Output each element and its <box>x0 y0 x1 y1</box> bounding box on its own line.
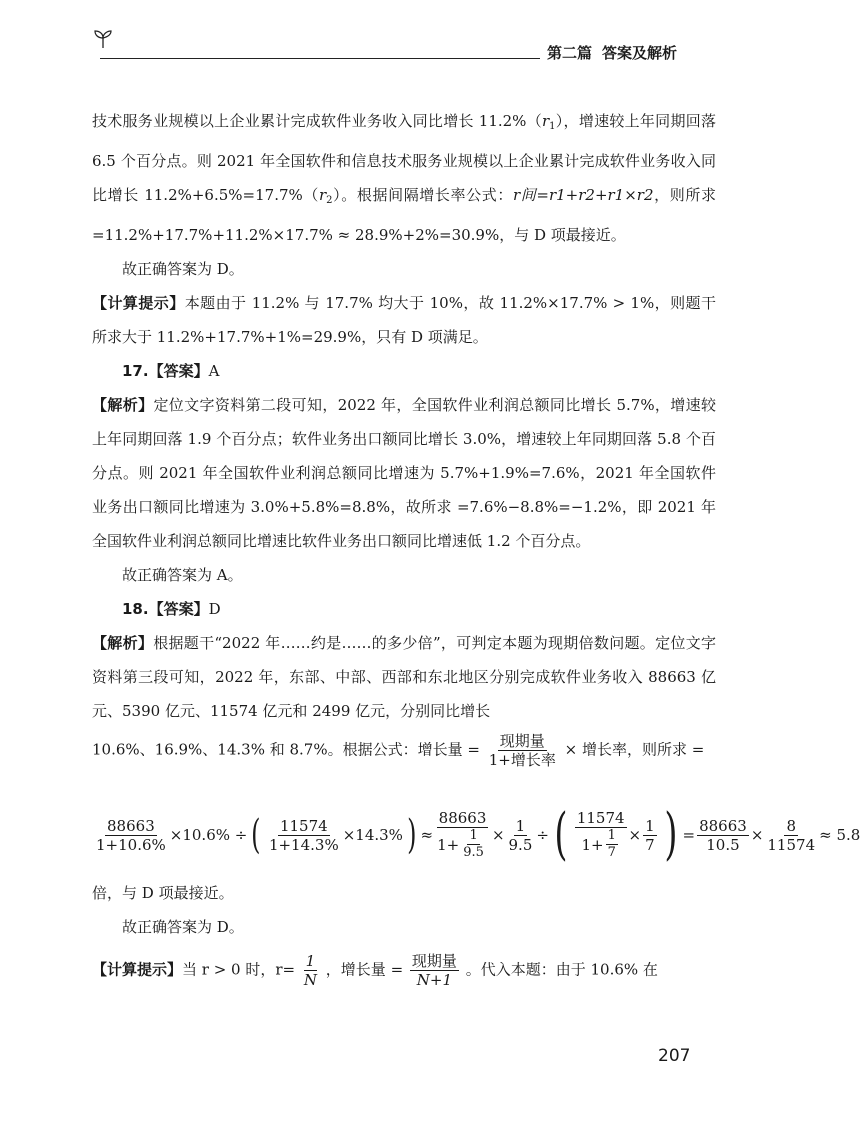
header-section: 答案及解析 <box>602 44 678 62</box>
header-rule <box>100 58 540 59</box>
answer-16: 故正确答案为 D。 <box>122 260 244 278</box>
analysis-17: 【解析】定位文字资料第二段可知，2022 年，全国软件业利润总额同比增长 5.7%，增速较上年同期回落 1.9 个百分点；软件业务出口额同比增长 3.0%，增速较上年同期回落 5.8 个百分点。则 2021 年全国软件业利润总额同比增速为 5.7%+1.9%=7.6%，2021 年全国软件业务出口额同比增速为 3.0%+5.8%=8.8%，故所求 =7.6%−8.8%=−1.2%，即 2021 年全国软件业利润总额同比增速比软件业务出口额同比增速低 1.2 个百分点。 <box>92 396 716 550</box>
analysis-18-conclusion: 倍，与 D 项最接近。 <box>92 884 234 902</box>
page-content-bottom <box>92 876 716 989</box>
tip-16: 【计算提示】本题由于 11.2% 与 17.7% 均大于 10%，故 11.2%×17.7% > 1%，则题干所求大于 11.2%+17.7%+1%=29.9%，只有 D 项满足。 <box>92 294 716 346</box>
page-number: 207 <box>658 1046 691 1066</box>
question-17-answer: 17.【答案】A <box>122 362 220 380</box>
sprout-icon <box>92 28 114 50</box>
header-part: 第二篇 <box>547 44 593 62</box>
interval-growth-formula: r间=r1+r2+r1×r2 <box>512 186 654 204</box>
calculation-formula: $\frac{88663}{1+10.6\%}$ ×10.6% ÷ ( $\frac{11574}{1+14.3\%}$ ×14.3% ) ≈ 88663 1+ $\frac{1}{9.5}$ × $\frac{1}{9.5}$ ÷ ( 11574 1+ $\frac{1}{7}$ × $\frac{1}{7}$ ) = $\frac{88663}{10.5}$ × $\frac{8}{11574}$ ≈ 5.8 <box>96 802 860 867</box>
page-content <box>92 104 716 769</box>
growth-formula-fraction: $\frac{\text{现期量}}{\text{1+增长率}}$ <box>488 732 556 769</box>
analysis-18: 【解析】根据题干“2022 年……约是……的多少倍”，可判定本题为现期倍数问题。定位文字资料第三段可知，2022 年，东部、中部、西部和东北地区分别完成软件业务收入 88663 亿元、5390 亿元、11574 亿元和 2499 亿元，分别同比增长 <box>92 634 716 720</box>
answer-17: 故正确答案为 A。 <box>122 566 243 584</box>
paragraph-q16-tail: 技术服务业规模以上企业累计完成软件业务收入同比增长 $11.2\%(r_1)$，增速较上年同期回落 6.5 个百分点。则 2021 年全国软件和信息技术服务业规模以上企业累计完成软件业务收入同比增长 $11.2\%+6.5\%=17.7\%(r_2)$。根据间隔增长率公式：r间=r1+r2+r1×r2，则所求 =11.2%+17.7%+11.2%×17.7% ≈ 28.9%+2%=30.9%，与 D 项最接近。 <box>92 112 716 244</box>
question-18-answer: 18.【答案】D <box>122 600 221 618</box>
answer-18: 故正确答案为 D。 <box>122 918 244 936</box>
page-header <box>92 28 712 64</box>
tip-18: 【计算提示】当 r > 0 时，r= $\frac{1}{N}$ ，增长量 = $\frac{\text{现期量}}{N+1}$ 。代入本题：由于 10.6% 在 <box>92 952 658 989</box>
header-title <box>547 42 687 63</box>
analysis-18-formula-line: 10.6%、16.9%、14.3% 和 8.7%。根据公式：增长量 = $\frac{\text{现期量}}{\text{1+增长率}}$ × 增长率，则所求 = <box>92 732 705 769</box>
